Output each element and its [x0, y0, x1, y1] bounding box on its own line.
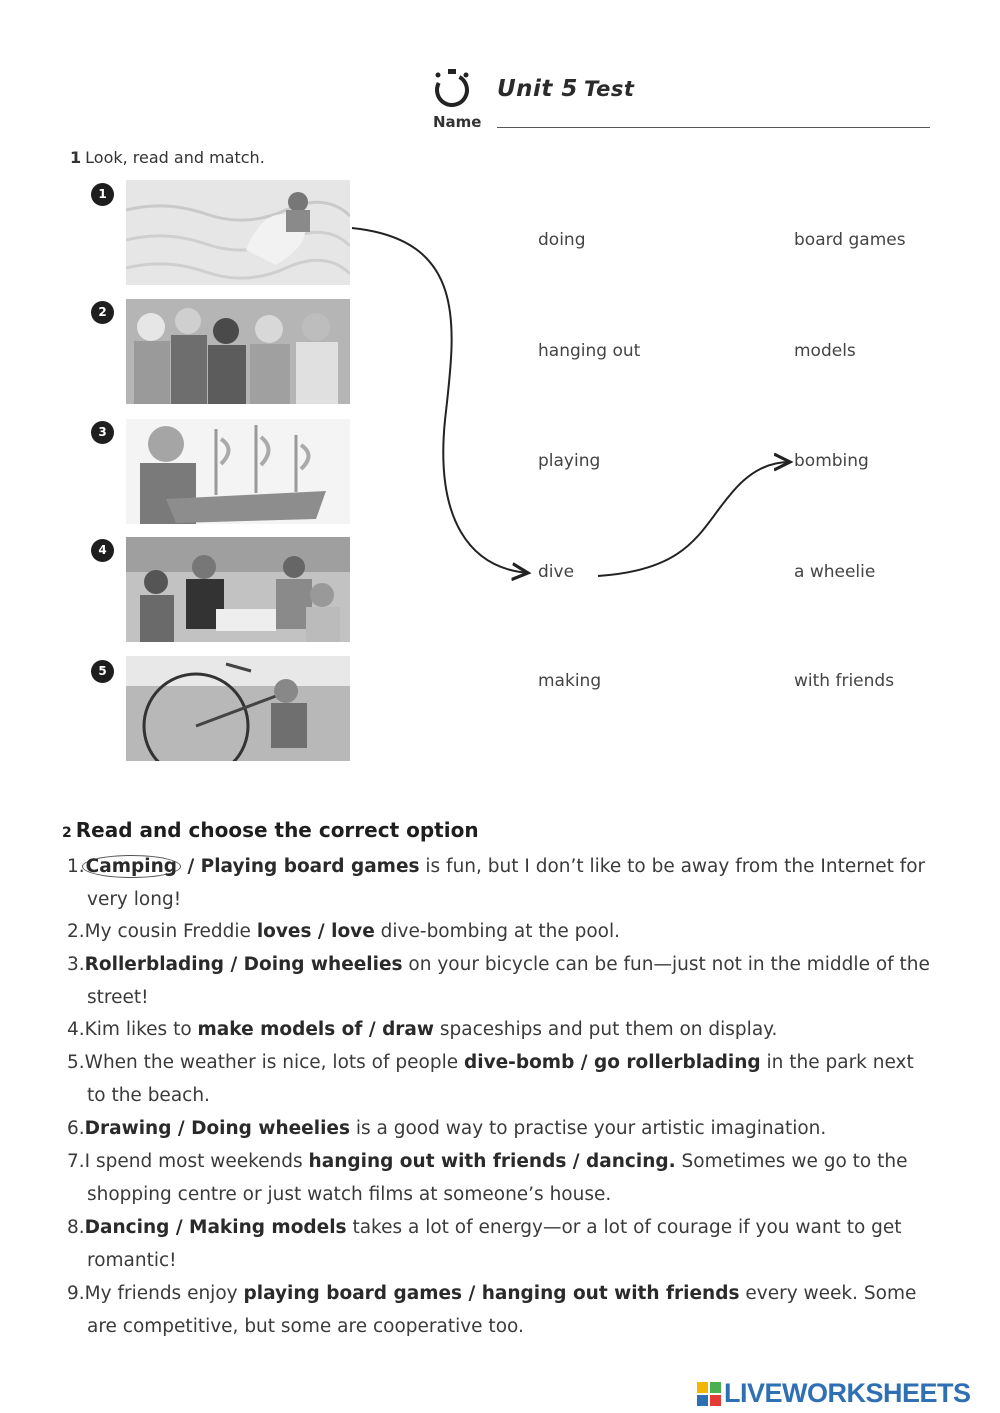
left-word-dive[interactable]: dive	[538, 562, 575, 582]
option-a[interactable]: Rollerblading	[84, 954, 225, 975]
exercise1-instruction: Look, read and match.	[85, 148, 265, 167]
photo-number-4: 4	[91, 539, 114, 562]
option-separator: /	[574, 1052, 594, 1073]
option-separator: /	[171, 1118, 192, 1139]
question-post: is fun, but I don’t like to be away from the Internet for	[419, 856, 926, 877]
question-number: 5.	[67, 1052, 85, 1073]
left-word-hanging-out[interactable]: hanging out	[538, 341, 641, 361]
question-3	[67, 948, 947, 1014]
question-continuation: romantic!	[87, 1250, 177, 1271]
question-continuation: very long!	[87, 889, 182, 910]
right-word-with-friends[interactable]: with friends	[794, 671, 895, 691]
photo-number-5: 5	[91, 660, 114, 683]
option-separator: /	[224, 954, 244, 975]
option-b[interactable]: hanging out with friends	[481, 1283, 740, 1304]
question-post: is a good way to practise your artistic imagination.	[349, 1118, 827, 1139]
question-post: in the park next	[760, 1052, 914, 1073]
question-number: 1.	[67, 856, 85, 877]
question-post: spaceships and put them on display.	[434, 1019, 778, 1040]
photo-diving	[126, 180, 350, 285]
left-word-doing[interactable]: doing	[538, 230, 586, 250]
option-b[interactable]: go rollerblading	[593, 1052, 761, 1073]
right-word-a-wheelie[interactable]: a wheelie	[794, 562, 876, 582]
option-b[interactable]: Making models	[189, 1217, 347, 1238]
question-1	[67, 850, 947, 916]
question-pre: When the weather is nice, lots of people	[84, 1052, 464, 1073]
match-line-dive-bombing	[598, 462, 790, 576]
photo-number-2: 2	[91, 301, 114, 324]
question-number: 4.	[67, 1019, 85, 1040]
exercise1-number: 1	[70, 148, 82, 167]
right-word-models[interactable]: models	[794, 341, 856, 361]
question-post: takes a lot of energy—or a lot of courage if you want to get	[346, 1217, 902, 1238]
option-a[interactable]: Dancing	[84, 1217, 170, 1238]
photo-number-3: 3	[91, 421, 114, 444]
name-input-line[interactable]	[497, 127, 930, 128]
photo-wheelie	[126, 656, 350, 761]
question-pre: Kim likes to	[84, 1019, 198, 1040]
question-pre: My cousin Freddie	[84, 921, 257, 942]
question-number: 9.	[67, 1283, 85, 1304]
question-post: on your bicycle can be fun—just not in the middle of the	[402, 954, 930, 975]
question-continuation: shopping centre or just watch films at someone’s house.	[87, 1184, 612, 1205]
unit-title-text: Unit 5	[497, 76, 578, 102]
option-separator: /	[311, 921, 332, 942]
test-label: Test	[583, 77, 635, 101]
option-b[interactable]: draw	[382, 1019, 435, 1040]
photo-board-game	[126, 537, 350, 642]
option-b[interactable]: Playing board games	[200, 856, 420, 877]
question-continuation: are competitive, but some are cooperative too.	[87, 1316, 524, 1337]
photo-model-ship	[126, 419, 350, 524]
exercise2-number: 2	[62, 825, 72, 841]
photo-number-1: 1	[91, 183, 114, 206]
question-post: dive-bombing at the pool.	[374, 921, 620, 942]
left-word-playing[interactable]: playing	[538, 451, 601, 471]
liveworksheets-icon	[697, 1382, 721, 1406]
question-6	[67, 1112, 947, 1145]
question-continuation: street!	[87, 987, 149, 1008]
question-number: 2.	[67, 921, 85, 942]
question-number: 7.	[67, 1151, 85, 1172]
left-word-making[interactable]: making	[538, 671, 602, 691]
question-4	[67, 1013, 947, 1046]
option-b[interactable]: love	[331, 921, 375, 942]
question-number: 6.	[67, 1118, 85, 1139]
question-7	[67, 1145, 947, 1211]
option-a[interactable]: hanging out with friends	[308, 1151, 567, 1172]
option-a[interactable]: loves	[256, 921, 312, 942]
photo-friends	[126, 299, 350, 404]
option-b[interactable]: Doing wheelies	[243, 954, 403, 975]
option-a[interactable]: Drawing	[84, 1118, 172, 1139]
question-number: 8.	[67, 1217, 85, 1238]
option-separator: /	[169, 1217, 190, 1238]
option-a-selected[interactable]: Camping	[82, 855, 181, 878]
exercise1-title	[70, 148, 265, 167]
option-separator: /	[462, 1283, 482, 1304]
option-a[interactable]: make models of	[197, 1019, 363, 1040]
option-b[interactable]: dancing.	[586, 1151, 676, 1172]
question-8	[67, 1211, 947, 1277]
match-line-photo1-dive	[352, 228, 528, 573]
question-2	[67, 915, 947, 948]
option-a[interactable]: dive-bomb	[463, 1052, 575, 1073]
question-pre: My friends enjoy	[84, 1283, 244, 1304]
unit-title	[497, 76, 634, 102]
brand-text: LIVEWORKSHEETS	[724, 1378, 971, 1408]
exercise2-title-text: Read and choose the correct option	[75, 818, 479, 842]
right-word-board-games[interactable]: board games	[794, 230, 906, 250]
option-separator: /	[362, 1019, 383, 1040]
right-word-bombing[interactable]: bombing	[794, 451, 869, 471]
option-separator: /	[566, 1151, 586, 1172]
question-post: Sometimes we go to the	[675, 1151, 908, 1172]
question-post: every week. Some	[739, 1283, 917, 1304]
exercise2-title	[62, 818, 479, 842]
question-continuation: to the beach.	[87, 1085, 210, 1106]
question-pre: I spend most weekends	[84, 1151, 309, 1172]
question-number: 3.	[67, 954, 85, 975]
name-label: Name	[433, 113, 482, 131]
option-a[interactable]: playing board games	[243, 1283, 463, 1304]
option-separator: /	[181, 856, 201, 877]
question-9	[67, 1277, 947, 1343]
question-5	[67, 1046, 947, 1112]
option-b[interactable]: Doing wheelies	[191, 1118, 350, 1139]
stopwatch-icon	[430, 66, 490, 110]
